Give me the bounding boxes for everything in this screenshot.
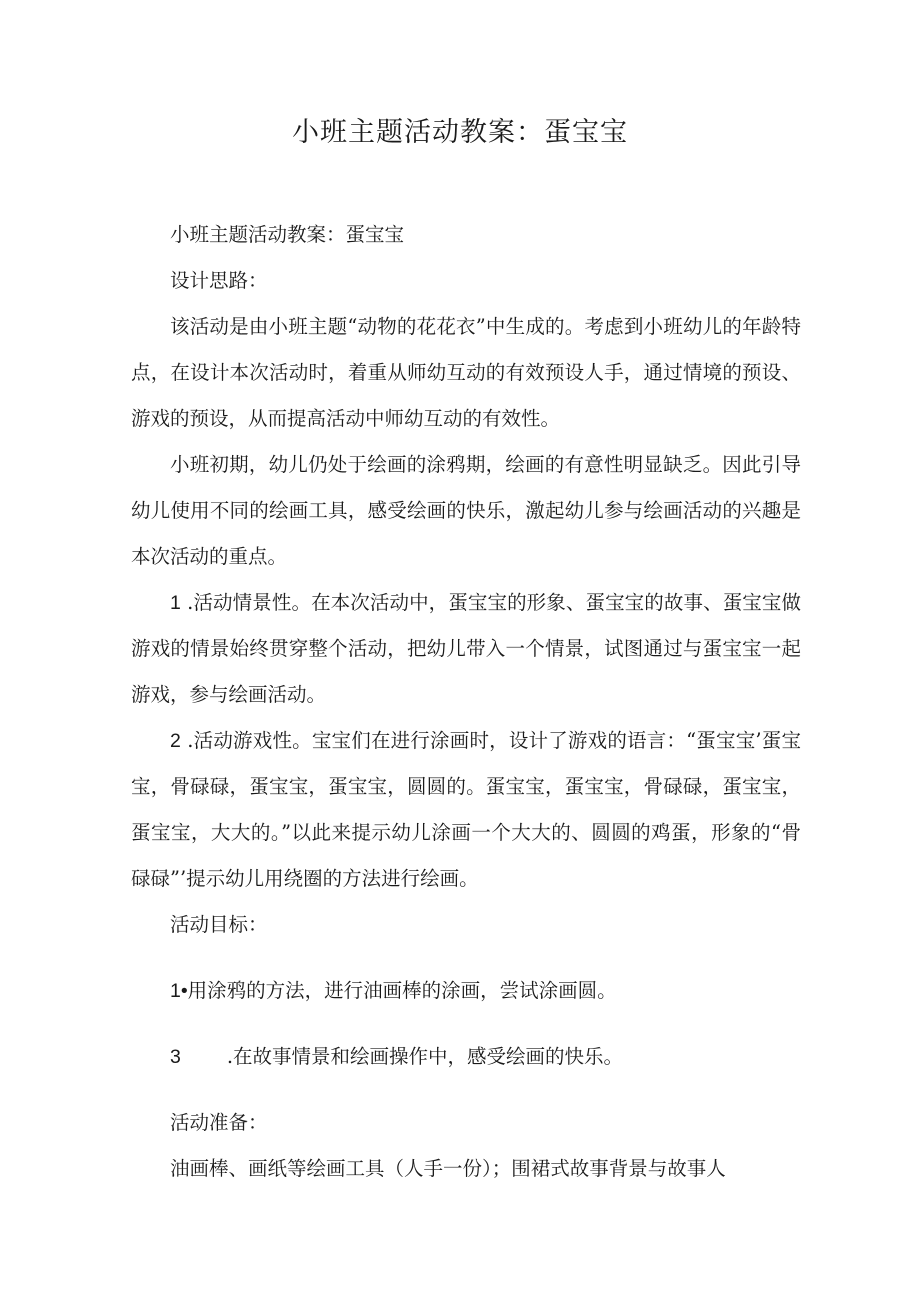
paragraph-text: 活动目标： <box>170 913 268 936</box>
item-number: 1• <box>170 980 188 1002</box>
paragraph-goal-1 <box>131 968 801 1014</box>
paragraph-text: 该活动是由小班主题“动物的花花衣”中生成的。考虑到小班幼儿的年龄特点，在设计本次活动时，着重从师幼互动的有效预设人手，通过情境的预设、游戏的预设，从而提高活动中师幼互动的有效性。 <box>131 315 801 430</box>
paragraph-text: .活动情景性。在本次活动中，蛋宝宝的形象、蛋宝宝的故事、蛋宝宝做游戏的情景始终贯穿整个活动，把幼儿带入一个情景，试图通过与蛋宝宝一起游戏，参与绘画活动。 <box>131 591 801 706</box>
paragraph-design-2 <box>131 442 801 580</box>
paragraph-design-heading <box>131 258 801 304</box>
paragraph-item-2 <box>131 718 801 902</box>
paragraph-subtitle <box>131 212 801 258</box>
paragraph-goals-heading <box>131 902 801 948</box>
paragraph-text: 小班主题活动教案：蛋宝宝 <box>170 223 405 246</box>
paragraph-design-1 <box>131 304 801 442</box>
item-number: 3 <box>170 1046 181 1068</box>
paragraph-text: 设计思路： <box>170 269 268 292</box>
document-title: 小班主题活动教案：蛋宝宝 <box>292 117 628 148</box>
paragraph-text: 用涂鸦的方法，进行油画棒的涂画，尝试涂画圆。 <box>187 979 617 1002</box>
paragraph-text: .在故事情景和绘画操作中，感受绘画的快乐。 <box>226 1045 624 1068</box>
item-number: 2 <box>170 730 181 752</box>
paragraph-text: .活动游戏性。宝宝们在进行涂画时，设计了游戏的语言：“蛋宝宝’蛋宝宝，骨碌碌，蛋宝宝，蛋宝宝，圆圆的。蛋宝宝，蛋宝宝，骨碌碌，蛋宝宝，蛋宝宝，大大的。”以此来提示幼儿涂画一个大大的、圆圆的鸡蛋，形象的“骨碌碌”’提示幼儿用绕圈的方法进行绘画。 <box>131 729 801 890</box>
document-body <box>131 212 801 1192</box>
paragraph-prep-1 <box>131 1146 801 1192</box>
paragraph-text: 活动准备： <box>170 1111 268 1134</box>
paragraph-goal-3 <box>131 1034 801 1080</box>
item-number: 1 <box>170 592 181 614</box>
paragraph-prep-heading <box>131 1100 801 1146</box>
paragraph-text: 油画棒、画纸等绘画工具（人手一份）；围裙式故事背景与故事人 <box>170 1157 726 1180</box>
paragraph-item-1 <box>131 580 801 718</box>
paragraph-text: 小班初期，幼儿仍处于绘画的涂鸦期，绘画的有意性明显缺乏。因此引导幼儿使用不同的绘画工具，感受绘画的快乐，激起幼儿参与绘画活动的兴趣是本次活动的重点。 <box>131 453 801 568</box>
